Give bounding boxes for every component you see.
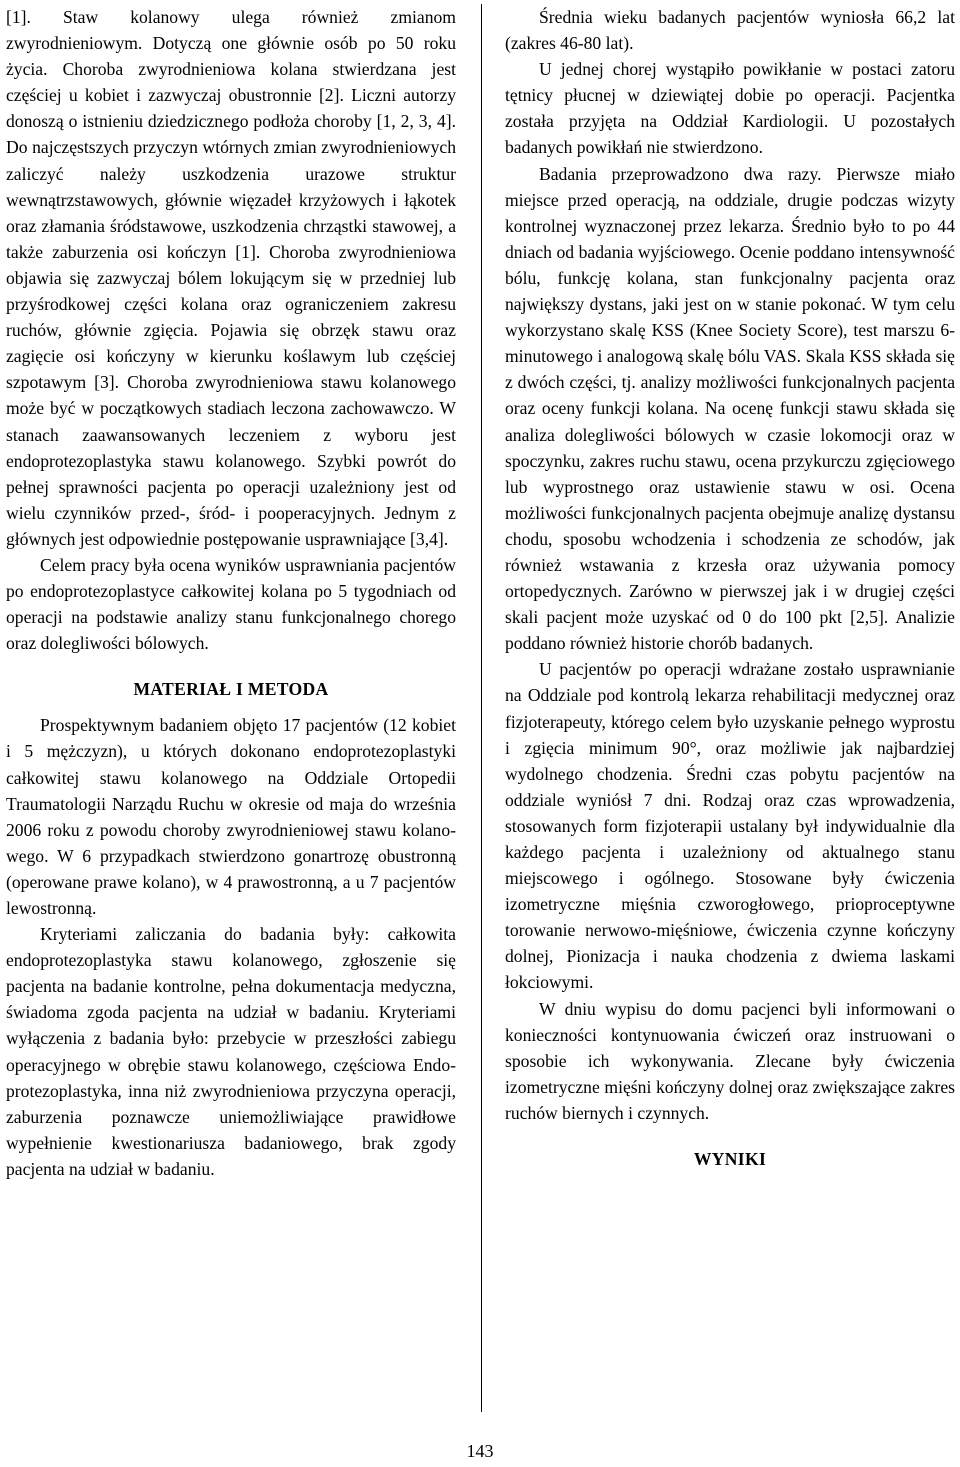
paragraph-examinations: Badania przeprowadzono dwa razy. Pierwsze miało miejsce przed operacją, na oddziale, drugie podczas wizyty kontrolnej wyznaczonej przez lekarza. Średnio było to po 44 dniach od badania wyjściowego. Ocenie poddano intensywność bólu, funkcję kolana, stan funkcjonalny pacjenta oraz największy dystans, jaki jest on w stanie pokonać. W tym celu wykorzystano skalę KSS (Knee Society Score), test marszu 6-minutowego i analogową skalę bólu VAS. Skala KSS składa się z dwóch części, tj. analizy możliwości funkcjonalnych pacjenta oraz oceny funkcji kolana. Na ocenę funkcji stawu składa się analiza dolegliwości bólowych w czasie lokomocji oraz w spoczynku, zakres ruchu stawu, ocena przykurczu zgięciowego lub wyprostnego oraz ustawienie stawu w osi. Ocena możliwości funkcjonalnych pacjenta obejmuje analizę dystansu chodu, sposobu wchodzenia i schodzenia ze schodów, jak również wstawania z krzesła oraz używania pomocy ortopedycznych. Zarówno w pierwszej jak i w drugiej części skali pacjent może uzyskać od 0 do 100 pkt [2,5]. Analizie poddano również historie chorób badanych.	[505, 163, 955, 654]
paragraph-complications: U jednej chorej wystąpiło powikłanie w postaci zatoru tętnicy płucnej w dziewiątej dobie po operacji. Pacjentka została przyjęta na Oddział Kardiologii. U pozostałych badanych powikłań nie stwierdzono.	[505, 59, 955, 158]
section-heading-methods: MATERIAŁ I METODA	[133, 679, 329, 700]
column-divider	[481, 4, 482, 1412]
section-heading-results: WYNIKI	[693, 1149, 767, 1170]
paragraph-rehabilitation: U pacjentów po operacji wdrażane zostało usprawnianie na Oddziale pod kontrolą lekarza rehabilitacji medycznej oraz fizjoterapeuty, którego celem było uzyskanie pełnego wyprostu i zgięcia minimum 90°, oraz możliwie jak najbardziej wydolnego chodzenia. Średni czas pobytu pacjentów na oddziale wyniósł 7 dni. Rodzaj oraz czas wprowadzenia, stosowanych form fizjoterapii ustalany był indywidualnie dla każdego pacjenta i uzależniony od aktualnego stanu miejscowego i ogólnego. Stosowane były ćwiczenia izometryczne mięśnia czworogłowego, prioproceptywne torowanie nerwowo-mięśniowe, ćwiczenia czynne kończyny dolnej, Pionizacja i nauka chodzenia z dwiema laskami łokciowymi.	[505, 659, 955, 993]
right-column	[505, 4, 955, 1182]
page-number: 143	[466, 1441, 494, 1461]
paragraph-methods-1: Prospektywnym badaniem objęto 17 pacjentów (12 kobiet i 5 mężczyzn), u których dokonano endoprotezoplastyki całkowitej stawu kolanowego na Oddziale Ortopedii Traumatologii Narządu Ruchu w okresie od maja do września 2006 roku z powodu choroby zwyrodnieniowej stawu kolanowego. W 6 przypadkach stwierdzono gonartrozę obustronną (operowane prawe kolano), w 4 prawostronną, a u 7 pacjentów lewostronną.	[6, 715, 456, 918]
paragraph-intro-1: [1]. Staw kolanowy ulega również zmianom zwyrodnieniowym. Dotyczą one głównie osób po 50 roku życia. Choroba zwyrodnieniowa kolana stwierdzana jest częściej u kobiet i zazwyczaj obustronnie [2]. Liczni autorzy donoszą o istnieniu dziedzicznego podłoża choroby [1, 2, 3, 4]. Do najczęstszych przyczyn wtórnych zmian zwyrodnieniowych zaliczyć należy uszkodzenia urazowe struktur wewnątrzstawowych, głównie więzadeł krzyżowych i łąkotek oraz złamania śródstawowe, uszkodzenia chrząstki stawowej, a także zaburzenia osi kończyn [1]. Choroba zwyrodnieniowa objawia się zazwyczaj bólem lokującym się w przedniej lub przyśrodkowej części kolana oraz ograniczeniem zakresu ruchów, głównie zgięcia. Pojawia się obrzęk stawu oraz zagięcie osi kończyny w kierunku koślawym lub częściej szpotawym [3]. Choroba zwyrodnieniowa stawu kolanowego może być w początkowych stadiach leczona zachowawczo. W stanach zaawansowanych leczeniem z wyboru jest endoprotezoplastyka stawu kolanowego. Szybki powrót do pełnej sprawności pacjenta po operacji uzależniony jest od wielu czynników przed-, śród- i pooperacyjnych. Jednym z głównych jest odpowiednie postępowanie usprawniające [3,4].	[6, 7, 456, 549]
paragraph-age: Średnia wieku badanych pacjentów wyniosła 66,2 lat (zakres 46-80 lat).	[505, 7, 955, 54]
paragraph-discharge: W dniu wypisu do domu pacjenci byli informowani o konieczności kontynuowania ćwiczeń oraz instruowani o sposobie ich wykonywania. Zlecane były ćwiczenia izometryczne mięśni kończyny dolnej oraz zwiększające zakres ruchów biernych i czynnych.	[505, 998, 955, 1123]
paragraph-methods-2: Kryteriami zaliczania do badania były: całkowita endoprotezoplastyka stawu kolanowego, zgłoszenie się pacjenta na badanie kontrolne, pełna dokumentacja medyczna, świadoma zgoda pacjenta na udział w badaniu. Kryteriami wyłączenia z badania było: przebycie w przeszłości zabiegu operacyjnego w obrębie stawu kolanowego, częściowa Endoprotezoplastyka, inna niż zwyrodnieniowa przyczyna operacji, zaburzenia poznawcze uniemożliwiające prawidłowe wypełnienie kwestionariusza badaniowego, brak zgody pacjenta na udział w badaniu.	[6, 924, 456, 1179]
left-column	[6, 4, 456, 1182]
paragraph-aim: Celem pracy była ocena wyników usprawniania pacjentów po endoprotezoplastyce całkowitej kolana po 5 tygodniach od operacji na podstawie analizy stanu funkcjonalnego chorego oraz dolegliwości bólowych.	[6, 554, 456, 654]
